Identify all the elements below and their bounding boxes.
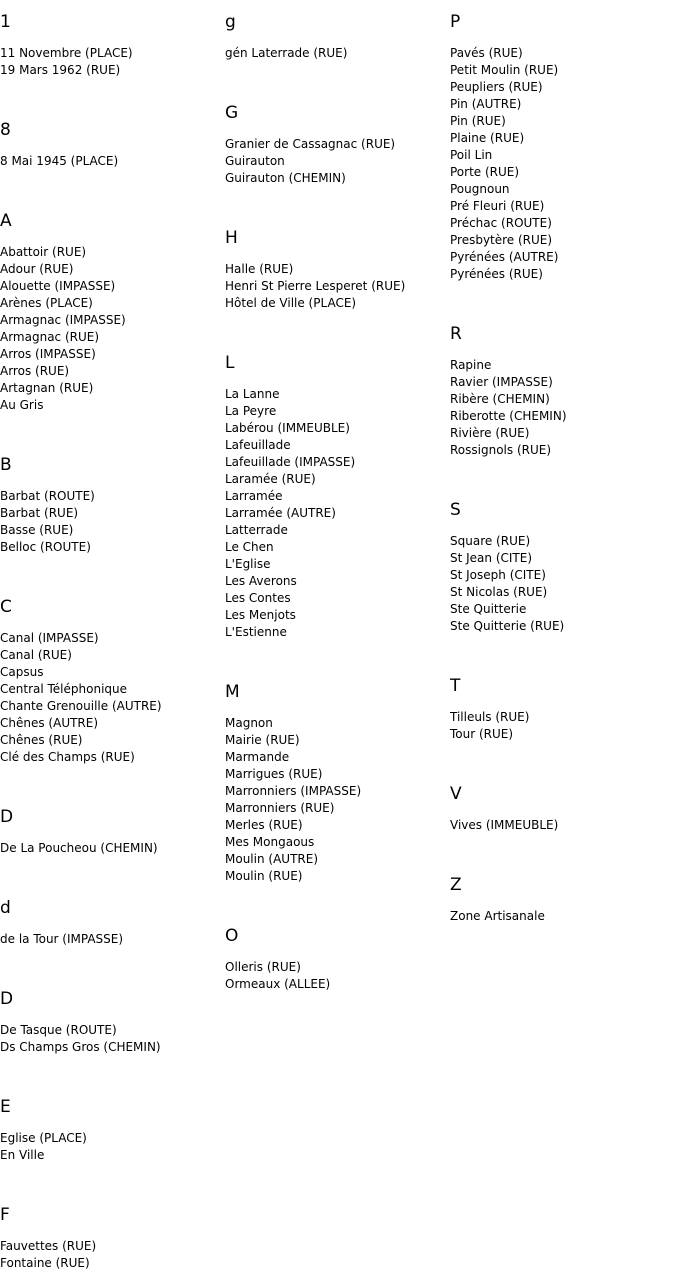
street-list — [450, 357, 567, 459]
street-link[interactable]: Henri St Pierre Lesperet (RUE) — [225, 279, 406, 293]
letter-section — [225, 11, 348, 60]
street-link[interactable]: Ribère (CHEMIN) — [450, 392, 550, 406]
street-link[interactable]: Belloc (ROUTE) — [0, 540, 91, 554]
street-list — [0, 1130, 87, 1164]
street-link[interactable]: Marrigues (RUE) — [225, 767, 323, 781]
street-list — [225, 136, 395, 187]
street-link[interactable]: Lafeuillade (IMPASSE) — [225, 455, 356, 469]
letter-section — [450, 874, 545, 923]
street-link[interactable]: Riberotte (CHEMIN) — [450, 409, 567, 423]
street-link[interactable]: Latterrade — [225, 523, 288, 537]
street-list — [0, 153, 118, 170]
street-list — [0, 244, 126, 414]
section-letter-heading: F — [0, 1205, 10, 1225]
street-link[interactable]: Poil Lin — [450, 148, 493, 162]
street-link[interactable]: Central Téléphonique — [0, 682, 128, 696]
section-letter-heading: g — [225, 12, 236, 32]
street-link[interactable]: 8 Mai 1945 (PLACE) — [0, 154, 119, 168]
letter-section — [0, 11, 133, 77]
section-letter-heading: H — [225, 228, 238, 248]
street-link[interactable]: L'Estienne — [225, 625, 287, 639]
section-letter-heading: d — [0, 898, 11, 918]
street-link[interactable]: Chênes (RUE) — [0, 733, 83, 747]
street-link[interactable]: Fauvettes (RUE) — [0, 1239, 97, 1253]
letter-section — [0, 897, 124, 946]
letter-section — [450, 783, 559, 832]
street-link[interactable]: Préchac (ROUTE) — [450, 216, 552, 230]
street-link[interactable]: Ds Champs Gros (CHEMIN) — [0, 1040, 161, 1054]
street-list — [225, 45, 347, 62]
street-list — [0, 931, 123, 948]
letter-section — [0, 1096, 87, 1162]
street-link[interactable]: Barbat (ROUTE) — [0, 489, 95, 503]
street-link[interactable]: Lafeuillade — [225, 438, 291, 452]
street-link[interactable]: En Ville — [0, 1148, 45, 1162]
street-list — [225, 959, 330, 993]
street-link[interactable]: Moulin (RUE) — [225, 869, 303, 883]
street-link[interactable]: Tour (RUE) — [450, 727, 514, 741]
section-letter-heading: R — [450, 324, 462, 344]
street-link[interactable]: Peupliers (RUE) — [450, 80, 543, 94]
street-link[interactable]: Plaine (RUE) — [450, 131, 525, 145]
street-link[interactable]: Ormeaux (ALLEE) — [225, 977, 331, 991]
letter-section — [0, 210, 126, 412]
street-link[interactable]: Labérou (IMMEUBLE) — [225, 421, 350, 435]
section-letter-heading: G — [225, 103, 239, 123]
street-link[interactable]: St Nicolas (RUE) — [450, 585, 548, 599]
street-link[interactable]: Chante Grenouille (AUTRE) — [0, 699, 162, 713]
section-letter-heading: E — [0, 1097, 11, 1117]
letter-section — [0, 119, 119, 168]
letter-section — [450, 11, 559, 281]
street-link[interactable]: Pin (AUTRE) — [450, 97, 522, 111]
street-link[interactable]: Pin (RUE) — [450, 114, 506, 128]
street-link[interactable]: Guirauton (CHEMIN) — [225, 171, 346, 185]
street-link[interactable]: Larramée — [225, 489, 283, 503]
street-link[interactable]: Laramée (RUE) — [225, 472, 316, 486]
street-list — [225, 715, 361, 885]
street-link[interactable]: Ste Quitterie (RUE) — [450, 619, 565, 633]
street-link[interactable]: Arros (IMPASSE) — [0, 347, 96, 361]
letter-section — [0, 596, 162, 764]
street-link[interactable]: Granier de Cassagnac (RUE) — [225, 137, 396, 151]
street-list — [0, 840, 158, 857]
street-list — [450, 817, 558, 834]
street-link[interactable]: Tilleuls (RUE) — [450, 710, 530, 724]
street-link[interactable]: Eglise (PLACE) — [0, 1131, 87, 1145]
street-list — [0, 1238, 96, 1272]
street-link[interactable]: gén Laterrade (RUE) — [225, 46, 348, 60]
street-link[interactable]: Arros (RUE) — [0, 364, 70, 378]
street-link[interactable]: de la Tour (IMPASSE) — [0, 932, 124, 946]
street-list — [0, 630, 162, 766]
section-letter-heading: L — [225, 353, 235, 373]
letter-section — [225, 681, 362, 883]
street-link[interactable]: Guirauton — [225, 154, 285, 168]
street-link[interactable]: Les Contes — [225, 591, 291, 605]
street-list — [450, 45, 558, 283]
street-link[interactable]: La Peyre — [225, 404, 277, 418]
street-link[interactable]: Ste Quitterie — [450, 602, 527, 616]
street-link[interactable]: De Tasque (ROUTE) — [0, 1023, 117, 1037]
street-link[interactable]: Chênes (AUTRE) — [0, 716, 99, 730]
letter-section — [225, 102, 396, 185]
letter-section — [0, 454, 95, 554]
section-letter-heading: Z — [450, 875, 462, 895]
street-link[interactable]: Armagnac (IMPASSE) — [0, 313, 126, 327]
street-link[interactable]: Mairie (RUE) — [225, 733, 300, 747]
street-link[interactable]: Presbytère (RUE) — [450, 233, 553, 247]
street-link[interactable]: Canal (RUE) — [0, 648, 72, 662]
street-list — [0, 1022, 161, 1056]
letter-section — [0, 988, 161, 1054]
street-link[interactable]: Pavés (RUE) — [450, 46, 523, 60]
street-link[interactable]: Arènes (PLACE) — [0, 296, 93, 310]
street-link[interactable]: Petit Moulin (RUE) — [450, 63, 559, 77]
street-link[interactable]: Alouette (IMPASSE) — [0, 279, 116, 293]
street-link[interactable]: Rivière (RUE) — [450, 426, 530, 440]
street-link[interactable]: St Joseph (CITE) — [450, 568, 546, 582]
street-link[interactable]: Ravier (IMPASSE) — [450, 375, 553, 389]
street-link[interactable]: Marmande — [225, 750, 290, 764]
street-link[interactable]: 11 Novembre (PLACE) — [0, 46, 133, 60]
street-link[interactable]: Barbat (RUE) — [0, 506, 79, 520]
street-link[interactable]: Pyrénées (AUTRE) — [450, 250, 559, 264]
street-link[interactable]: Porte (RUE) — [450, 165, 520, 179]
street-link[interactable]: Larramée (AUTRE) — [225, 506, 336, 520]
section-letter-heading: B — [0, 455, 12, 475]
section-letter-heading: P — [450, 12, 461, 32]
letter-section — [225, 352, 356, 639]
street-link[interactable]: Halle (RUE) — [225, 262, 294, 276]
street-link[interactable]: Marronniers (IMPASSE) — [225, 784, 362, 798]
street-list — [0, 45, 133, 79]
street-link[interactable]: Les Averons — [225, 574, 297, 588]
street-link[interactable]: De La Poucheou (CHEMIN) — [0, 841, 158, 855]
street-link[interactable]: St Jean (CITE) — [450, 551, 533, 565]
street-link[interactable]: Le Chen — [225, 540, 274, 554]
street-link[interactable]: Zone Artisanale — [450, 909, 545, 923]
section-letter-heading: M — [225, 682, 240, 702]
section-letter-heading: D — [0, 989, 14, 1009]
street-link[interactable]: Capsus — [0, 665, 44, 679]
street-link[interactable]: Armagnac (RUE) — [0, 330, 100, 344]
street-link[interactable]: Merles (RUE) — [225, 818, 303, 832]
section-letter-heading: S — [450, 500, 461, 520]
street-link[interactable]: Mes Mongaous — [225, 835, 315, 849]
section-letter-heading: C — [0, 597, 12, 617]
letter-section — [450, 675, 530, 741]
street-link[interactable]: Artagnan (RUE) — [0, 381, 94, 395]
street-link[interactable]: 19 Mars 1962 (RUE) — [0, 63, 121, 77]
street-link[interactable]: Clé des Champs (RUE) — [0, 750, 135, 764]
street-link[interactable]: Vives (IMMEUBLE) — [450, 818, 559, 832]
street-link[interactable]: Les Menjots — [225, 608, 296, 622]
street-link[interactable]: L'Eglise — [225, 557, 271, 571]
street-link[interactable]: Fontaine (RUE) — [0, 1256, 90, 1270]
letter-section — [0, 806, 158, 855]
street-link[interactable]: Canal (IMPASSE) — [0, 631, 99, 645]
letter-section — [450, 499, 565, 633]
letter-section — [225, 925, 331, 991]
street-list — [225, 386, 355, 641]
street-link[interactable]: Olleris (RUE) — [225, 960, 301, 974]
street-link[interactable]: Pyrénées (RUE) — [450, 267, 543, 281]
street-link[interactable]: Pougnoun — [450, 182, 510, 196]
street-link[interactable]: Pré Fleuri (RUE) — [450, 199, 545, 213]
section-letter-heading: T — [450, 676, 461, 696]
street-link[interactable]: Rapine — [450, 358, 492, 372]
letter-section — [450, 323, 567, 457]
street-list — [225, 261, 405, 312]
street-link[interactable]: Magnon — [225, 716, 273, 730]
street-link[interactable]: Abattoir (RUE) — [0, 245, 87, 259]
section-letter-heading: O — [225, 926, 239, 946]
street-list — [450, 709, 529, 743]
letter-section — [225, 227, 406, 310]
street-link[interactable]: Basse (RUE) — [0, 523, 74, 537]
section-letter-heading: 1 — [0, 12, 11, 32]
street-list — [450, 908, 545, 925]
street-link[interactable]: Hôtel de Ville (PLACE) — [225, 296, 357, 310]
street-link[interactable]: Adour (RUE) — [0, 262, 74, 276]
street-link[interactable]: Moulin (AUTRE) — [225, 852, 318, 866]
section-letter-heading: D — [0, 807, 14, 827]
letter-section — [0, 1204, 97, 1270]
section-letter-heading: 8 — [0, 120, 11, 140]
section-letter-heading: A — [0, 211, 12, 231]
street-link[interactable]: Rossignols (RUE) — [450, 443, 552, 457]
street-link[interactable]: Au Gris — [0, 398, 44, 412]
street-link[interactable]: La Lanne — [225, 387, 280, 401]
street-list — [450, 533, 564, 635]
section-letter-heading: V — [450, 784, 462, 804]
street-link[interactable]: Marronniers (RUE) — [225, 801, 335, 815]
street-link[interactable]: Square (RUE) — [450, 534, 531, 548]
street-list — [0, 488, 95, 556]
